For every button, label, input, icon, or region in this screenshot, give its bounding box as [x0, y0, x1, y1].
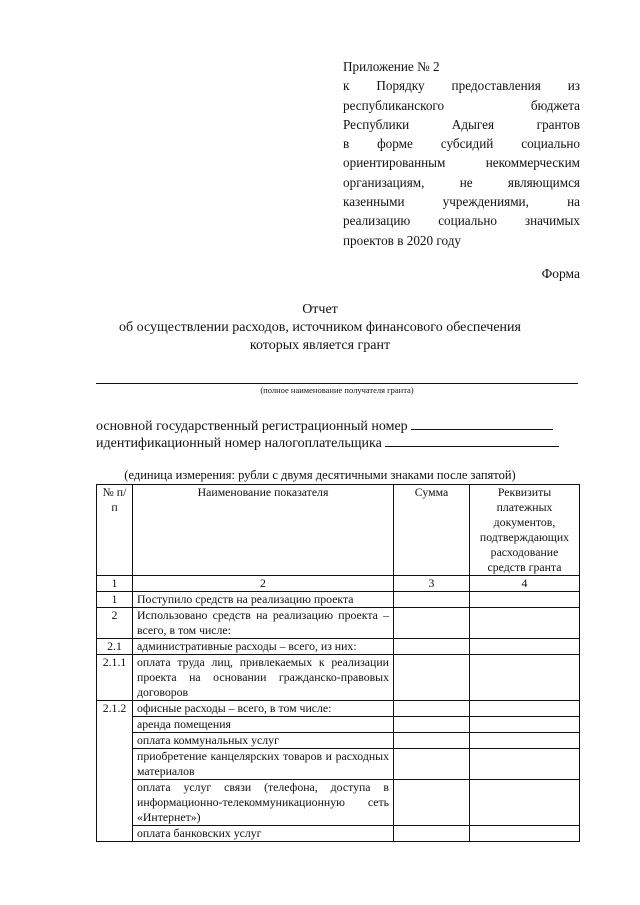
- row-name: оплата банковских услуг: [133, 826, 394, 842]
- details-cell[interactable]: [470, 592, 580, 608]
- row-num: 2.1: [97, 639, 133, 655]
- row-name: аренда помещения: [133, 717, 394, 733]
- details-cell[interactable]: [470, 717, 580, 733]
- sum-cell[interactable]: [394, 639, 470, 655]
- annex-line: республиканского бюджета: [343, 97, 580, 113]
- inn-blank: [385, 432, 559, 447]
- annex-line: к Порядку предоставления из: [343, 78, 580, 94]
- report-subtitle: об осуществлении расходов, источником финансового обеспечения: [119, 320, 521, 335]
- annex-line: организациям, не являющимся: [343, 174, 580, 190]
- table-row: [97, 701, 580, 717]
- table-row: [97, 733, 580, 749]
- sum-cell[interactable]: [394, 592, 470, 608]
- row-name: Использовано средств на реализацию проекта – всего, в том числе:: [133, 608, 394, 639]
- ogrn-blank: [411, 415, 553, 430]
- row-name: административные расходы – всего, из них:: [133, 639, 394, 655]
- details-cell[interactable]: [470, 701, 580, 717]
- report-table: [96, 484, 580, 842]
- details-cell[interactable]: [470, 639, 580, 655]
- sum-cell[interactable]: [394, 826, 470, 842]
- header-row: [97, 485, 580, 576]
- table-row: [97, 608, 580, 639]
- table-row: [97, 826, 580, 842]
- sum-cell[interactable]: [394, 749, 470, 780]
- row-name: Поступило средств на реализацию проекта: [133, 592, 394, 608]
- header-name: Наименование показателя: [133, 485, 394, 576]
- details-cell[interactable]: [470, 749, 580, 780]
- row-num: 2.1.2: [97, 701, 133, 842]
- details-cell[interactable]: [470, 608, 580, 639]
- annex-line: казенными учреждениями, на: [343, 194, 580, 210]
- sum-cell[interactable]: [394, 780, 470, 826]
- col-number: 2: [133, 576, 394, 592]
- table-row: [97, 639, 580, 655]
- inn-row: [96, 432, 559, 452]
- annex-line: проектов в 2020 году: [343, 232, 461, 248]
- row-num: 2: [97, 608, 133, 639]
- details-cell[interactable]: [470, 733, 580, 749]
- details-cell[interactable]: [470, 780, 580, 826]
- row-name: офисные расходы – всего, в том числе:: [133, 701, 394, 717]
- details-cell[interactable]: [470, 826, 580, 842]
- column-number-row: [97, 576, 580, 592]
- table-row: [97, 749, 580, 780]
- sum-cell[interactable]: [394, 608, 470, 639]
- annex-line: Республики Адыгея грантов: [343, 116, 580, 132]
- col-number: 4: [470, 576, 580, 592]
- report-subtitle: которых является грант: [249, 338, 391, 353]
- sum-cell[interactable]: [394, 717, 470, 733]
- sum-cell[interactable]: [394, 733, 470, 749]
- annex-line: в форме субсидий социально: [343, 136, 580, 152]
- row-name: оплата коммунальных услуг: [133, 733, 394, 749]
- recipient-caption: (полное наименование получателя гранта): [260, 385, 414, 395]
- table-row: [97, 780, 580, 826]
- unit-note: (единица измерения: рубли с двумя десятичными знаками после запятой): [124, 468, 516, 482]
- inn-label: идентификационный номер налогоплательщика: [96, 436, 382, 451]
- table-row: [97, 717, 580, 733]
- annex-block: [343, 57, 580, 250]
- header-sum: Сумма: [394, 485, 470, 576]
- row-name: приобретение канцелярских товаров и расходных материалов: [133, 749, 394, 780]
- row-num: 1: [97, 592, 133, 608]
- col-number: 1: [97, 576, 133, 592]
- table-row: [97, 592, 580, 608]
- row-num: 2.1.1: [97, 655, 133, 701]
- row-name: оплата услуг связи (телефона, доступа в информационно-телекоммуникационную сеть «Интернет»): [133, 780, 394, 826]
- annex-line: реализацию социально значимых: [343, 213, 580, 229]
- sum-cell[interactable]: [394, 655, 470, 701]
- row-name: оплата труда лиц, привлекаемых к реализации проекта на основании гражданско-правовых договоров: [133, 655, 394, 701]
- table-row: [97, 655, 580, 701]
- col-number: 3: [394, 576, 470, 592]
- details-cell[interactable]: [470, 655, 580, 701]
- form-label: Форма: [541, 266, 580, 281]
- recipient-name-line: [96, 383, 578, 384]
- annex-line: ориентированным некоммерческим: [343, 155, 580, 171]
- header-details: Реквизиты платежных документов, подтверждающих расходование средств гранта: [470, 485, 580, 576]
- report-title: Отчет: [302, 302, 338, 317]
- sum-cell[interactable]: [394, 701, 470, 717]
- ogrn-label: основной государственный регистрационный номер: [96, 419, 408, 434]
- header-num: № п/п: [97, 485, 133, 576]
- annex-line: Приложение № 2: [343, 59, 440, 74]
